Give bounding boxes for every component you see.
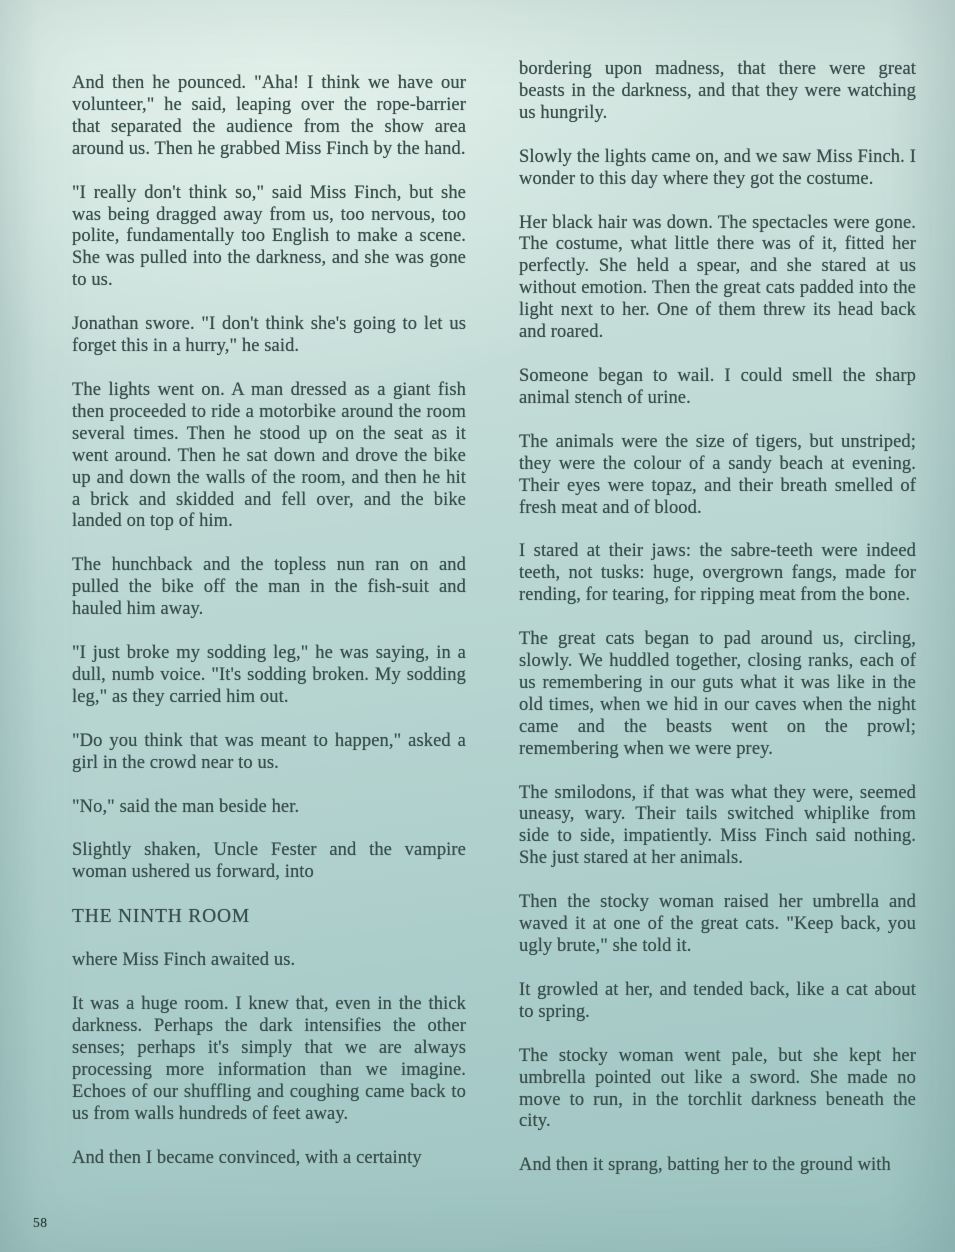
page-number: 58	[33, 1215, 48, 1230]
paragraph: The smilodons, if that was what they were, seemed uneasy, wary. Their tails switched whiplike from side to side, impatiently. Miss Finch said nothing. She just stared at her animals.	[519, 782, 916, 869]
paragraph: "I really don't think so," said Miss Finch, but she was being dragged away from us, too nervous, too polite, fundamentally too English to make a scene. She was pulled into the darkness, and she was gone to us.	[72, 182, 466, 291]
paragraph: It was a huge room. I knew that, even in the thick darkness. Perhaps the dark intensifies the other senses; perhaps it's simply that we are always processing more information than we imagine. Echoes of our shuffling and coughing came back to us from walls hundreds of feet away.	[72, 994, 466, 1124]
paragraph: Someone began to wail. I could smell the sharp animal stench of urine.	[519, 365, 916, 408]
paragraph: It growled at her, and tended back, like a cat about to spring.	[519, 979, 916, 1022]
paragraph: And then it sprang, batting her to the ground with	[519, 1155, 891, 1176]
right-text-column	[519, 59, 916, 1199]
paragraph: The lights went on. A man dressed as a giant fish then proceeded to ride a motorbike around the room several times. Then he stood up on the seat as it went around. Then he sat down and drove the bike up and down the walls of the room, and then he hit a brick and skidded and fell over, and the bike landed on top of him.	[72, 379, 466, 532]
paragraph: And then he pounced. "Aha! I think we have our volunteer," he said, leaping over the rope-barrier that separated the audience from the show area around us. Then he grabbed Miss Finch by the hand.	[72, 73, 466, 159]
paragraph: And then I became convinced, with a certainty	[72, 1147, 422, 1168]
paragraph: The hunchback and the topless nun ran on and pulled the bike off the man in the fish-suit and hauled him away.	[72, 555, 466, 620]
paragraph: Slightly shaken, Uncle Fester and the vampire woman ushered us forward, into	[72, 840, 466, 883]
paragraph: I stared at their jaws: the sabre-teeth were indeed teeth, not tusks: huge, overgrown fangs, made for rending, for tearing, for ripping meat from the bone.	[519, 541, 916, 606]
paragraph: "No," said the man beside her.	[72, 796, 300, 817]
paragraph: bordering upon madness, that there were great beasts in the darkness, and that they were watching us hungrily.	[519, 59, 916, 123]
paragraph: "I just broke my sodding leg," he was saying, in a dull, numb voice. "It's sodding broken. My sodding leg," as they carried him out.	[72, 643, 466, 707]
paragraph: where Miss Finch awaited us.	[72, 950, 296, 971]
paragraph: The stocky woman went pale, but she kept her umbrella pointed out like a sword. She made no move to run, in the torchlit darkness beneath the city.	[519, 1045, 916, 1132]
paragraph: "Do you think that was meant to happen," asked a girl in the crowd near to us.	[72, 730, 466, 773]
paragraph: Slowly the lights came on, and we saw Miss Finch. I wonder to this day where they got the costume.	[519, 146, 916, 189]
left-text-column	[72, 73, 466, 1191]
paragraph: The great cats began to pad around us, circling, slowly. We huddled together, closing ranks, each of us remembering in our guts what it was like in the old times, when we hid in our caves when the night came and the beasts went on the prowl; remembering when we were prey.	[519, 629, 916, 759]
paragraph: The animals were the size of tigers, but unstriped; they were the colour of a sandy beach at evening. Their eyes were topaz, and their breath smelled of fresh meat and of blood.	[519, 431, 916, 518]
paragraph: Jonathan swore. "I don't think she's going to let us forget this in a hurry," he said.	[72, 314, 466, 357]
paragraph: Then the stocky woman raised her umbrella and waved it at one of the great cats. "Keep back, you ugly brute," she told it.	[519, 892, 916, 956]
paragraph: Her black hair was down. The spectacles were gone. The costume, what little there was of it, fitted her perfectly. She held a spear, and she stared at us without emotion. Then the great cats padded into the light next to her. One of them threw its head back and roared.	[519, 212, 916, 343]
section-heading: THE NINTH ROOM	[72, 906, 251, 928]
